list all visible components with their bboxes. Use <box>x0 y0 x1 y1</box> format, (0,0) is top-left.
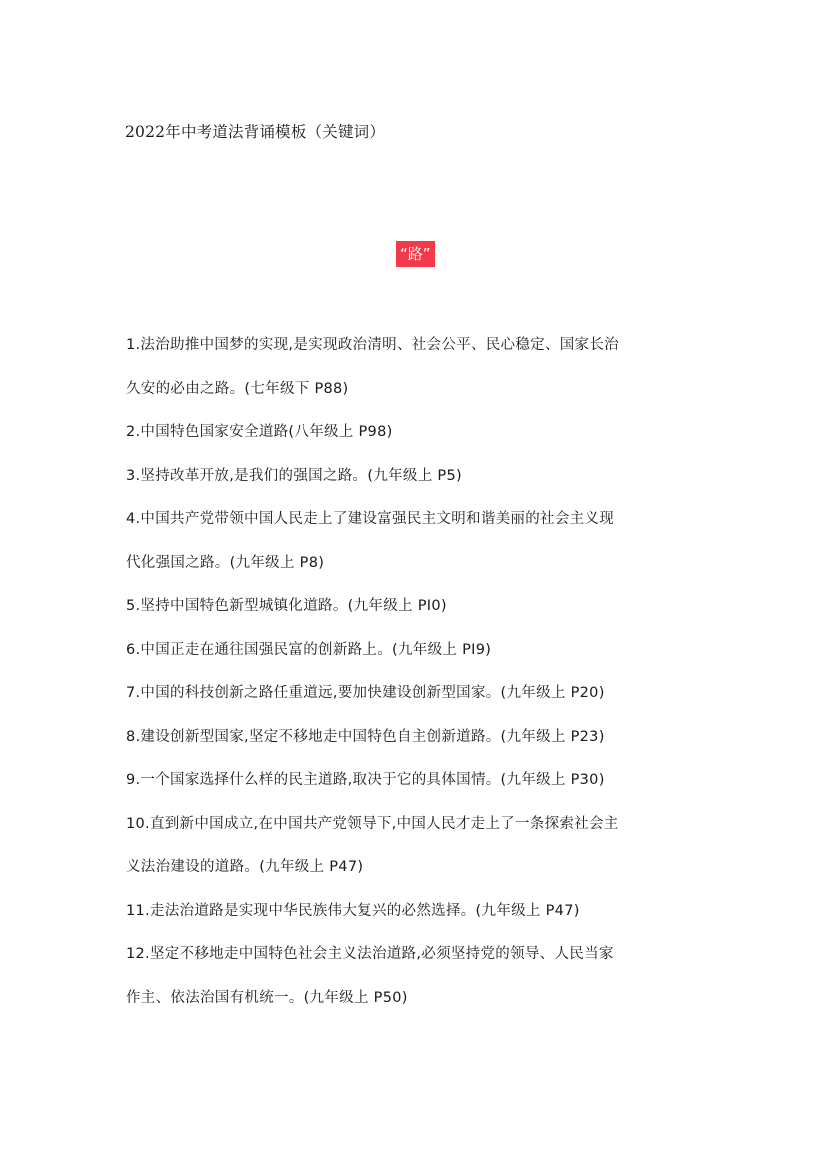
list-item <box>126 455 716 499</box>
section-heading: “路” <box>396 241 435 267</box>
list-item-line: 11.走法治道路是实现中华民族伟大复兴的必然选择。(九年级上 P47) <box>126 902 580 919</box>
list-item-line: 4.中国共产党带领中国人民走上了建设富强民主文明和谐美丽的社会主义现 <box>126 511 615 527</box>
list-item-line: 8.建设创新型国家,坚定不移地走中国特色自主创新道路。(九年级上 P23) <box>126 728 605 745</box>
list-item-line: 2.中国特色国家安全道路(八年级上 P98) <box>126 424 393 440</box>
list-item-line: 义法治建设的道路。(九年级上 P47) <box>126 859 364 875</box>
list-item-line: 12.坚定不移地走中国特色社会主义法治道路,必须坚持党的领导、人民当家 <box>126 946 614 962</box>
list-item-line: 9.一个国家选择什么样的民主道路,取决于它的具体国情。(九年级上 P30) <box>126 772 605 788</box>
list-item <box>126 933 716 1020</box>
list-item <box>126 890 716 934</box>
list-item-line: 久安的必由之路。(七年级下 P88) <box>126 380 349 397</box>
list-item-line: 5.坚持中国特色新型城镇化道路。(九年级上 PI0) <box>126 598 447 614</box>
list-item <box>126 324 716 411</box>
list-item-line: 3.坚持改革开放,是我们的强国之路。(九年级上 P5) <box>126 467 462 484</box>
list-item <box>126 585 716 629</box>
list-item-line: 1.法治助推中国梦的实现,是实现政治清明、社会公平、民心稳定、国家长治 <box>126 337 619 353</box>
document-title: 2022年中考道法背诵模板（关键词） <box>125 123 386 141</box>
list-item <box>126 498 716 585</box>
list-item <box>126 803 716 890</box>
list-item <box>126 672 716 716</box>
list-item <box>126 411 716 455</box>
list-item <box>126 759 716 803</box>
list-item-line: 代化强国之路。(九年级上 P8) <box>126 554 325 571</box>
list-item-line: 10.直到新中国成立,在中国共产党领导下,中国人民才走上了一条探索社会主 <box>126 815 619 832</box>
list-item-line: 7.中国的科技创新之路任重道远,要加快建设创新型国家。(九年级上 P20) <box>126 685 605 701</box>
list-item <box>126 716 716 760</box>
list-item-line: 6.中国正走在通往国强民富的创新路上。(九年级上 PI9) <box>126 641 492 658</box>
list-item <box>126 629 716 673</box>
list-item-line: 作主、依法治国有机统一。(九年级上 P50) <box>126 989 408 1006</box>
item-list <box>126 324 716 1020</box>
